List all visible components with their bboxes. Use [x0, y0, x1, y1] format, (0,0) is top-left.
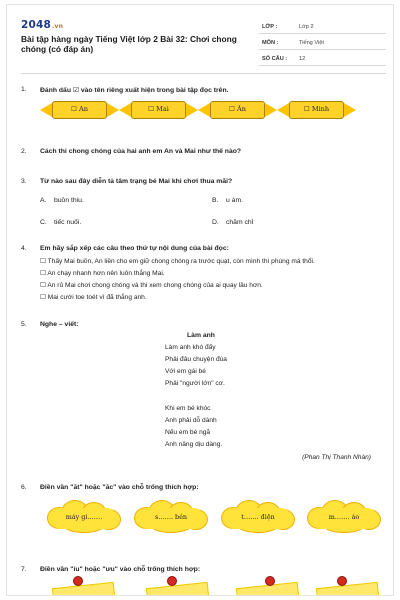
candy-wrap-right: [186, 103, 198, 117]
option-label: A.: [40, 197, 47, 204]
meta-row-subject: [259, 34, 386, 50]
poem-line: Phải "người lớn" cơ.: [165, 380, 225, 387]
candy-options: [40, 99, 356, 121]
poem-line: Khi em bé khóc: [165, 405, 211, 412]
sticky-note-1[interactable]: [52, 582, 116, 596]
question-number: 2.: [21, 148, 27, 155]
poem-line: Với em gái bé: [165, 368, 206, 375]
question-text: Từ nào sau đây diễn tả tâm trạng bé Mai khi chơi thua mãi?: [40, 178, 233, 185]
cloud-answer-2[interactable]: [132, 499, 210, 535]
meta-value: Lớp 2: [299, 24, 314, 30]
question-number: 1.: [21, 86, 27, 93]
question-number: 3.: [21, 178, 27, 185]
header-divider: [21, 73, 386, 74]
meta-key: LỚP :: [262, 24, 278, 30]
question-number: 6.: [21, 484, 27, 491]
cloud-answer-4[interactable]: [305, 499, 383, 535]
candy-wrap-right: [344, 103, 356, 117]
question-text: Điền vần "iu" hoặc "ưu" vào chỗ trống thích hợp:: [40, 566, 201, 573]
order-item-4[interactable]: ☐ Mai cười toe toét vì đã thắng anh.: [40, 294, 147, 301]
order-item-2[interactable]: ☐ An chạy nhanh hơn nên luôn thắng Mai.: [40, 270, 165, 277]
question-text: Điền vần "ăt" hoặc "ăc" vào chỗ trống thích hợp:: [40, 484, 199, 491]
question-text: Nghe – viết:: [40, 321, 79, 328]
candy-label: ☐ An: [70, 105, 88, 113]
document-title: Bài tập hàng ngày Tiếng Việt lớp 2 Bài 32: Chơi chong chóng (có đáp án): [21, 34, 237, 55]
meta-key: MÔN :: [262, 40, 279, 46]
pin-icon: [73, 576, 83, 586]
candy-option-an[interactable]: [40, 99, 119, 121]
candy-option-an-2[interactable]: [198, 99, 277, 121]
option-text: u ám.: [226, 197, 243, 204]
meta-table: [259, 18, 386, 66]
poem-line: Anh nâng dịu dàng.: [165, 441, 223, 448]
option-text: tiếc nuối.: [54, 219, 82, 226]
candy-label: ☐ Mai: [148, 105, 169, 113]
question-number: 7.: [21, 566, 27, 573]
candy-wrap-left: [277, 103, 289, 117]
worksheet-header: [21, 15, 386, 67]
site-logo[interactable]: [21, 19, 63, 31]
candy-option-minh[interactable]: [277, 99, 356, 121]
candy-label: ☐ Ân: [228, 105, 246, 113]
poem-title: Làm anh: [187, 332, 215, 339]
option-text: buồn thiu.: [54, 197, 84, 204]
meta-row-class: [259, 18, 386, 34]
poem-line: Nếu em bé ngã: [165, 429, 211, 436]
candy-option-mai[interactable]: [119, 99, 198, 121]
candy-wrap-right: [107, 103, 119, 117]
candy-wrap-left: [119, 103, 131, 117]
order-item-3[interactable]: ☐ An rủ Mai chơi chong chóng và thi xem chong chóng của ai quay lâu hơn.: [40, 282, 263, 289]
poem-line: Làm anh khó đấy: [165, 344, 216, 351]
pin-icon: [337, 576, 347, 586]
meta-row-count: [259, 50, 386, 66]
cloud-text: t……. điện: [241, 513, 275, 521]
cloud-text: máy gi…….: [65, 513, 103, 521]
candy-wrap-left: [40, 103, 52, 117]
order-item-1[interactable]: ☐ Thấy Mai buồn, An liền cho em giữ chong chóng ra trước quạt, còn mình thì phùng má thổi.: [40, 258, 315, 265]
question-text: Đánh dấu ☑ vào tên riêng xuất hiện trong bài tập đọc trên.: [40, 87, 229, 94]
question-number: 4.: [21, 245, 27, 252]
candy-wrap-left: [198, 103, 210, 117]
cloud-answer-3[interactable]: [219, 499, 297, 535]
logo-suffix: .vn: [52, 23, 64, 30]
sticky-note-2[interactable]: [146, 582, 210, 596]
poem-author: (Phan Thị Thanh Nhàn): [302, 454, 371, 461]
cloud-answer-1[interactable]: [45, 499, 123, 535]
candy-label: ☐ Minh: [303, 105, 330, 113]
logo-text: 2048: [21, 19, 52, 31]
option-label: D.: [212, 219, 219, 226]
worksheet-page: [6, 4, 394, 596]
option-text: chăm chỉ: [226, 219, 254, 226]
poem-line: Phải đâu chuyện đùa: [165, 356, 227, 363]
option-label: C.: [40, 219, 47, 226]
question-text: Cách thi chong chóng của hai anh em An và Mai như thế nào?: [40, 148, 242, 155]
poem-line: Anh phải dỗ dành: [165, 417, 217, 424]
meta-key: SỐ CÂU :: [262, 56, 288, 62]
meta-value: Tiếng Việt: [299, 40, 324, 46]
pin-icon: [265, 576, 275, 586]
meta-value: 12: [299, 56, 306, 62]
cloud-text: m……. áo: [328, 513, 360, 521]
candy-wrap-right: [265, 103, 277, 117]
question-number: 5.: [21, 321, 27, 328]
cloud-text: s……. bén: [154, 513, 188, 521]
option-label: B.: [212, 197, 219, 204]
question-text: Em hãy sắp xếp các câu theo thứ tự nội dung của bài đọc:: [40, 245, 229, 252]
pin-icon: [167, 576, 177, 586]
sticky-note-4[interactable]: [316, 582, 380, 596]
